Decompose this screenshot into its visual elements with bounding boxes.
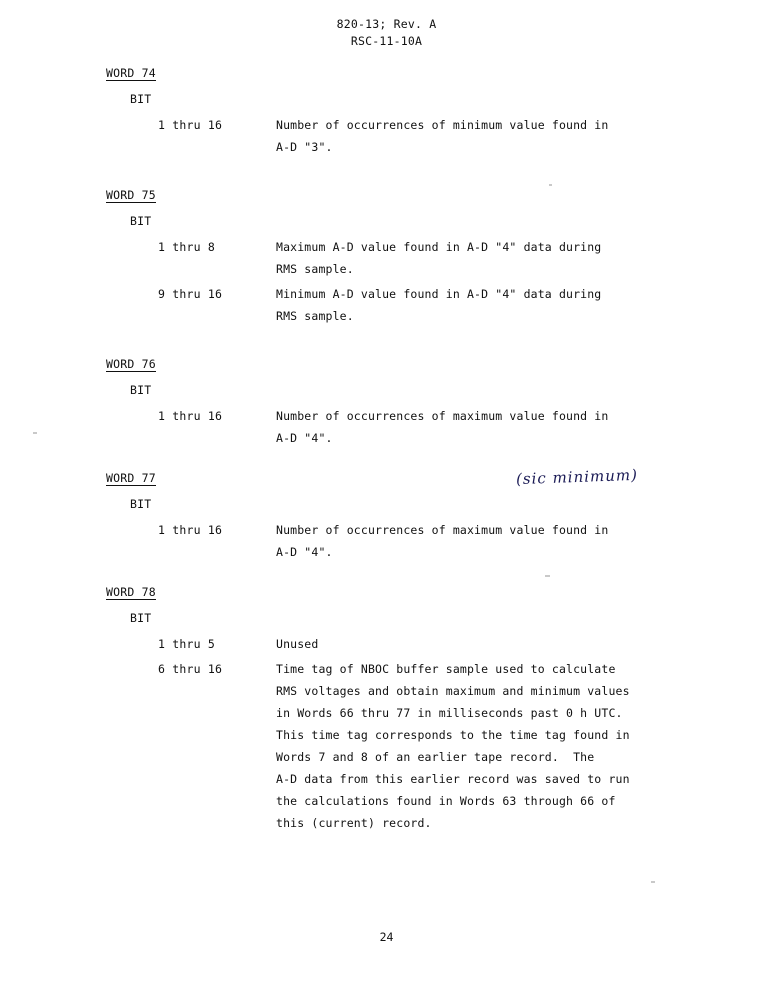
bit-range: 6 thru 16 bbox=[158, 662, 223, 676]
description-line: RMS sample. bbox=[276, 309, 354, 323]
bit-label: BIT bbox=[130, 383, 152, 397]
description-line: Number of occurrences of maximum value found in bbox=[276, 523, 609, 537]
bit-description bbox=[276, 658, 696, 834]
bit-row bbox=[0, 114, 773, 158]
word-title: WORD 77 bbox=[106, 471, 156, 485]
bit-rows bbox=[0, 633, 773, 834]
header-line-1: 820-13; Rev. A bbox=[336, 17, 437, 31]
description-line: A-D data from this earlier record was saved to run bbox=[276, 772, 630, 786]
description-line: the calculations found in Words 63 through 66 of bbox=[276, 794, 616, 808]
bit-row bbox=[0, 236, 773, 280]
description-line: Unused bbox=[276, 637, 319, 651]
description-line: RMS sample. bbox=[276, 262, 354, 276]
description-line: Maximum A-D value found in A-D "4" data during bbox=[276, 240, 602, 254]
description-line: A-D "4". bbox=[276, 545, 333, 559]
description-line: Time tag of NBOC buffer sample used to calculate bbox=[276, 662, 616, 676]
word-title: WORD 75 bbox=[106, 188, 156, 202]
block-spacer bbox=[0, 162, 773, 184]
description-line: Number of occurrences of maximum value found in bbox=[276, 409, 609, 423]
page-number: 24 bbox=[379, 930, 394, 944]
word-block bbox=[0, 62, 773, 158]
bit-label: BIT bbox=[130, 611, 152, 625]
bit-row bbox=[0, 633, 773, 655]
description-line: A-D "3". bbox=[276, 140, 333, 154]
bit-description bbox=[276, 283, 696, 327]
bit-description bbox=[276, 114, 696, 158]
bit-range: 9 thru 16 bbox=[158, 287, 223, 301]
document-body bbox=[0, 62, 773, 838]
word-title: WORD 78 bbox=[106, 585, 156, 599]
description-line: RMS voltages and obtain maximum and minimum values bbox=[276, 684, 630, 698]
bit-rows bbox=[0, 236, 773, 327]
bit-description bbox=[276, 405, 696, 449]
bit-range: 1 thru 5 bbox=[158, 637, 215, 651]
block-spacer bbox=[0, 331, 773, 353]
description-line: Number of occurrences of minimum value found in bbox=[276, 118, 609, 132]
block-spacer bbox=[0, 567, 773, 581]
word-title: WORD 76 bbox=[106, 357, 156, 371]
description-line: This time tag corresponds to the time tag found in bbox=[276, 728, 630, 742]
bit-range: 1 thru 8 bbox=[158, 240, 215, 254]
bit-rows bbox=[0, 114, 773, 158]
bit-description bbox=[276, 236, 696, 280]
document-header bbox=[0, 16, 773, 50]
bit-row bbox=[0, 658, 773, 834]
scan-speck bbox=[33, 432, 37, 434]
bit-description bbox=[276, 519, 696, 563]
bit-rows bbox=[0, 519, 773, 563]
word-block bbox=[0, 353, 773, 449]
bit-label: BIT bbox=[130, 497, 152, 511]
description-line: this (current) record. bbox=[276, 816, 432, 830]
scan-speck bbox=[549, 184, 552, 186]
word-title: WORD 74 bbox=[106, 66, 156, 80]
bit-range: 1 thru 16 bbox=[158, 118, 223, 132]
bit-description bbox=[276, 633, 696, 655]
word-block bbox=[0, 184, 773, 327]
bit-label: BIT bbox=[130, 214, 152, 228]
handwritten-annotation: (sic minimum) bbox=[515, 465, 639, 489]
bit-row bbox=[0, 519, 773, 563]
bit-range: 1 thru 16 bbox=[158, 409, 223, 423]
header-line-2: RSC-11-10A bbox=[350, 34, 423, 48]
bit-label: BIT bbox=[130, 92, 152, 106]
word-block bbox=[0, 581, 773, 834]
description-line: Minimum A-D value found in A-D "4" data during bbox=[276, 287, 602, 301]
description-line: A-D "4". bbox=[276, 431, 333, 445]
scan-speck bbox=[651, 881, 655, 883]
bit-row bbox=[0, 405, 773, 449]
description-line: in Words 66 thru 77 in milliseconds past 0 h UTC. bbox=[276, 706, 623, 720]
bit-rows bbox=[0, 405, 773, 449]
block-spacer bbox=[0, 453, 773, 467]
description-line: Words 7 and 8 of an earlier tape record. The bbox=[276, 750, 595, 764]
word-block bbox=[0, 467, 773, 563]
bit-row bbox=[0, 283, 773, 327]
scan-speck bbox=[545, 575, 550, 577]
bit-range: 1 thru 16 bbox=[158, 523, 223, 537]
